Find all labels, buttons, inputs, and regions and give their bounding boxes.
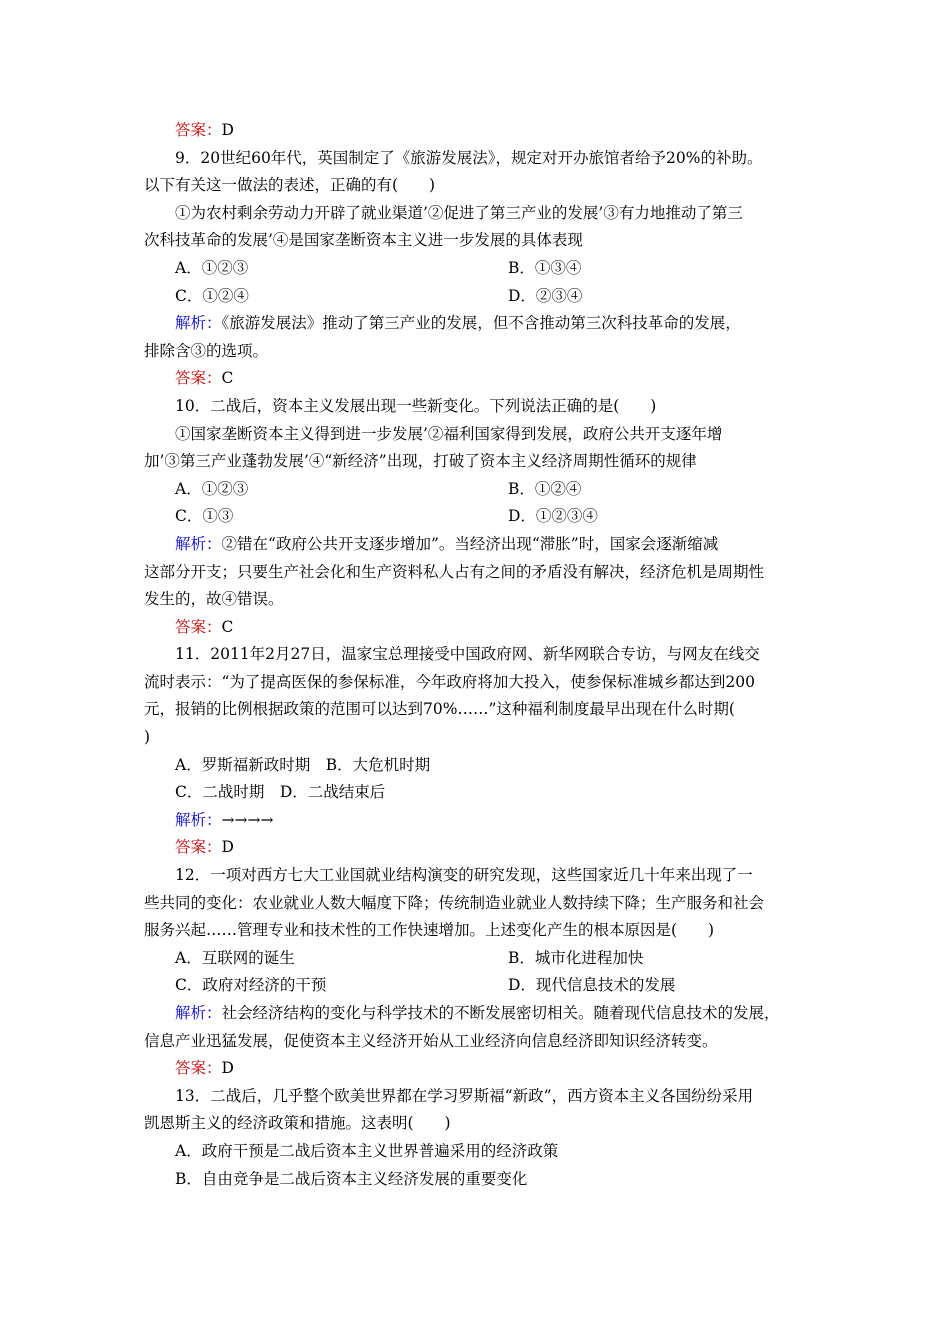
q9-option-c: C．①②④	[175, 286, 249, 305]
answer-label: 答案：	[175, 617, 222, 636]
q12-options-row1	[144, 945, 812, 973]
explanation-label: 解析：	[175, 534, 222, 553]
explanation-text: 社会经济结构的变化与科学技术的不断发展密切相关。随着现代信息技术的发展，	[221, 1004, 780, 1022]
q10-items: ①国家垄断资本主义得到进一步发展’②福利国家得到发展，政府公共开支逐年增	[175, 424, 723, 443]
q13-stem: 13．二战后，几乎整个欧美世界都在学习罗斯福“新政”，西方资本主义各国纷纷采用	[175, 1086, 754, 1105]
q12-stem-cont: 些共同的变化：农业就业人数大幅度下降；传统制造业就业人数持续下降；生产服务和社会	[144, 893, 765, 912]
answer-value: C	[221, 369, 234, 388]
q13-option-b: B．自由竞争是二战后资本主义经济发展的重要变化	[175, 1169, 528, 1188]
q10-explanation-cont: 这部分开支；只要生产社会化和生产资料私人占有之间的矛盾没有解决，经济危机是周期性	[144, 562, 765, 581]
q9-explanation-cont: 排除含③的选项。	[144, 341, 269, 360]
q10-options-row1	[144, 476, 812, 504]
answer-label: 答案：	[175, 838, 222, 857]
q11-stem-cont2: 元，报销的比例根据政策的范围可以达到70%……”这种福利制度最早出现在什么时期(	[144, 700, 735, 719]
q9-answer	[144, 365, 812, 393]
answer-label: 答案：	[175, 121, 222, 139]
q12-option-c: C．政府对经济的干预	[175, 976, 327, 995]
q9-explanation	[144, 310, 812, 338]
q8-answer	[144, 117, 812, 145]
explanation-label: 解析：	[175, 1004, 222, 1022]
q9-stem-cont: 以下有关这一做法的表述，正确的有( )	[144, 176, 436, 195]
answer-value: D	[221, 121, 234, 139]
q12-answer	[144, 1055, 812, 1083]
q10-option-b: B．①②④	[508, 479, 582, 498]
q10-stem: 10．二战后，资本主义发展出现一些新变化。下列说法正确的是( )	[175, 396, 657, 415]
q12-explanation	[144, 1000, 812, 1028]
q11-stem: 11．2011年2月27日，温家宝总理接受中国政府网、新华网联合专访，与网友在线交	[175, 645, 760, 664]
q11-stem-cont3: )	[144, 728, 151, 747]
explanation-text: 《旅游发展法》推动了第三产业的发展，但不含推动第三次科技革命的发展，	[221, 314, 741, 333]
q12-options-row2	[144, 972, 812, 1000]
q10-option-a: A．①②③	[175, 479, 249, 498]
q12-option-a: A．互联网的诞生	[175, 948, 295, 967]
q12-explanation-cont: 信息产业迅猛发展，促使资本主义经济开始从工业经济向信息经济即知识经济转变。	[144, 1031, 718, 1050]
q12-option-d: D．现代信息技术的发展	[508, 976, 676, 995]
q10-option-c: C．①③	[175, 507, 234, 526]
q11-answer	[144, 834, 812, 862]
answer-label: 答案：	[175, 369, 222, 388]
q9-items: ①为农村剩余劳动力开辟了就业渠道’②促进了第三产业的发展’③有力地推动了第三	[175, 203, 743, 222]
q11-options-row2: C．二战时期 D．二战结束后	[175, 783, 386, 802]
q9-option-d: D．②③④	[508, 286, 583, 305]
q10-explanation	[144, 531, 812, 559]
answer-value: D	[221, 1059, 234, 1078]
explanation-label: 解析：	[175, 810, 222, 829]
q9-items-cont: 次科技革命的发展’④是国家垄断资本主义进一步发展的具体表现	[144, 231, 583, 250]
answer-value: D	[221, 838, 234, 857]
question-content	[144, 117, 812, 1193]
explanation-text: ②错在“政府公共开支逐步增加”。当经济出现“滞胀”时，国家会逐渐缩减	[221, 534, 719, 553]
q10-option-d: D．①②③④	[508, 507, 598, 526]
q13-option-a: A．政府干预是二战后资本主义世界普遍采用的经济政策	[175, 1141, 559, 1160]
q9-options-row1	[144, 255, 812, 283]
q13-stem-cont: 凯恩斯主义的经济政策和措施。这表明( )	[144, 1114, 451, 1133]
q10-explanation-cont2: 发生的，故④错误。	[144, 590, 284, 609]
q12-option-b: B．城市化进程加快	[508, 948, 644, 967]
q9-options-row2	[144, 283, 812, 311]
q12-stem-cont2: 服务兴起……管理专业和技术性的工作快速增加。上述变化产生的根本原因是( )	[144, 921, 715, 940]
q11-explanation	[144, 807, 812, 835]
answer-label: 答案：	[175, 1059, 222, 1078]
q9-option-a: A．①②③	[175, 258, 249, 277]
q9-stem: 9．20世纪60年代，英国制定了《旅游发展法》，规定对开办旅馆者给予20%的补助。	[175, 148, 763, 167]
explanation-label: 解析：	[175, 314, 222, 333]
q10-options-row2	[144, 503, 812, 531]
q12-stem: 12．一项对西方七大工业国就业结构演变的研究发现，这些国家近几十年来出现了一	[175, 866, 753, 885]
q10-answer	[144, 614, 812, 642]
q9-option-b: B．①③④	[508, 258, 582, 277]
q11-options-row1: A．罗斯福新政时期 B．大危机时期	[175, 755, 431, 774]
answer-value: C	[221, 617, 234, 636]
explanation-text: →→→→	[221, 810, 274, 829]
q10-items-cont: 加’③第三产业蓬勃发展’④“新经济”出现，打破了资本主义经济周期性循环的规律	[144, 452, 697, 471]
q11-stem-cont: 流时表示：“为了提高医保的参保标准，今年政府将加大投入，使参保标准城乡都达到200	[144, 672, 756, 691]
